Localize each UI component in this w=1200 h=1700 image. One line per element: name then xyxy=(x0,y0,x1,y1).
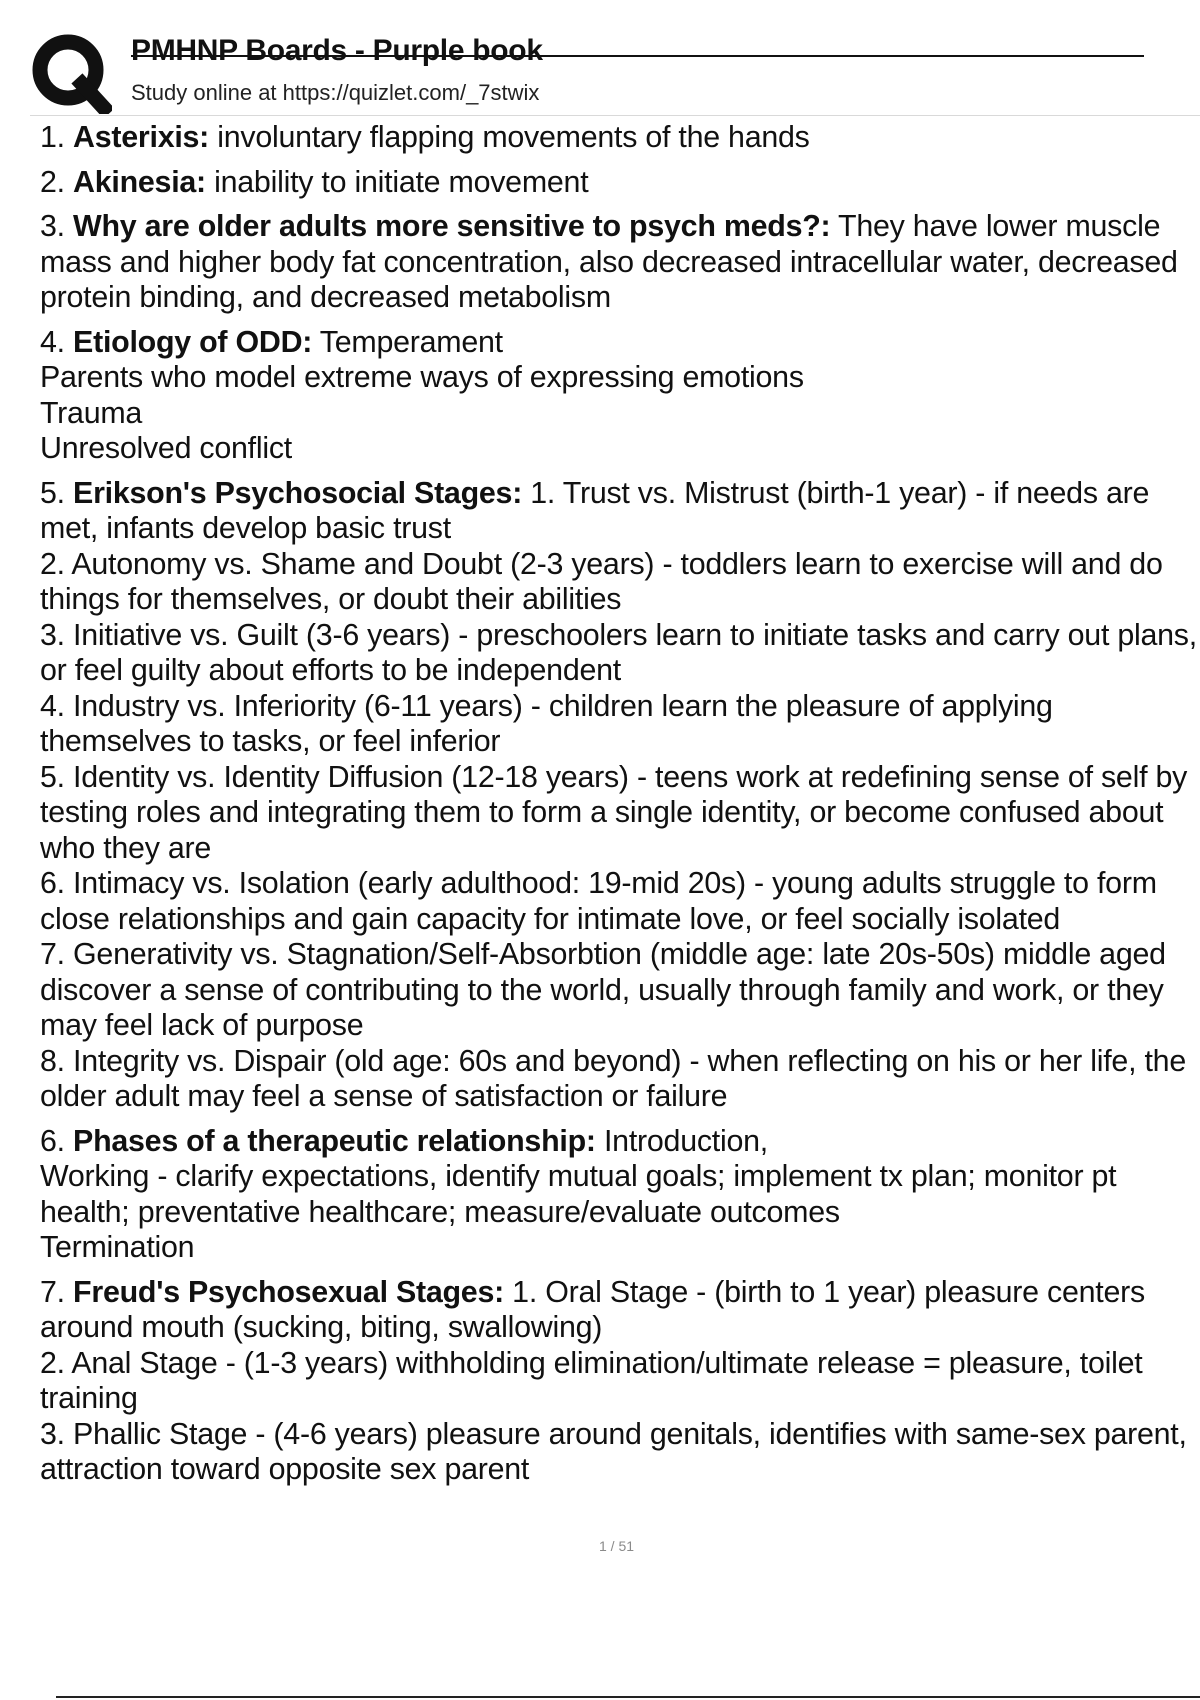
card-term: Freud's Psychosexual Stages: xyxy=(73,1274,504,1309)
card-definition: Introduction, Working - clarify expectations, identify mutual goals; implement tx plan; monitor pt health; preventative healthcare; measure/evaluate outcomes Termination xyxy=(40,1123,1117,1264)
footer-divider xyxy=(56,1696,1200,1698)
title-rule xyxy=(131,55,1144,57)
page-header xyxy=(0,0,1200,118)
flashcard-item xyxy=(40,476,1200,1115)
card-definition: They have lower muscle mass and higher body fat concentration, also decreased intracellular water, decreased protein binding, and decreased metabolism xyxy=(40,209,1178,314)
document-title: PMHNP Boards - Purple book xyxy=(131,34,543,67)
flashcard-item xyxy=(40,325,1200,467)
card-number: 4. xyxy=(40,324,74,359)
flashcard-item xyxy=(40,120,1200,156)
flashcard-list xyxy=(40,120,1200,1497)
card-term: Why are older adults more sensitive to psych meds?: xyxy=(73,209,831,243)
card-number: 2. xyxy=(40,164,74,199)
card-term: Etiology of ODD: xyxy=(73,324,313,359)
flashcard-item xyxy=(40,209,1200,316)
quizlet-q-logo-icon xyxy=(30,32,112,114)
card-definition: 1. Oral Stage - (birth to 1 year) pleasure centers around mouth (sucking, biting, swallowing) 2. Anal Stage - (1-3 years) withholding elimination/ultimate release = pleasure, toilet training 3. Phallic Stage - (4-6 years) pleasure around genitals, identifies with same-sex parent, attraction toward opposite sex parent xyxy=(40,1274,1187,1486)
card-term: Erikson's Psychosocial Stages: xyxy=(73,475,523,510)
card-term: Phases of a therapeutic relationship: xyxy=(73,1123,596,1158)
card-number: 1. xyxy=(40,120,74,154)
card-term: Akinesia: xyxy=(73,164,206,199)
card-definition: inability to initiate movement xyxy=(205,164,589,199)
card-number: 6. xyxy=(40,1123,74,1158)
header-divider xyxy=(30,115,1200,116)
flashcard-item xyxy=(40,165,1200,201)
page-number: 1 / 51 xyxy=(598,1538,635,1554)
card-number: 5. xyxy=(40,475,74,510)
card-definition: Temperament Parents who model extreme ways of expressing emotions Trauma Unresolved conflict xyxy=(40,324,804,465)
flashcard-item xyxy=(40,1124,1200,1266)
card-term: Asterixis: xyxy=(73,120,210,154)
flashcard-item xyxy=(40,1275,1200,1488)
card-definition: 1. Trust vs. Mistrust (birth-1 year) - if needs are met, infants develop basic trust 2. Autonomy vs. Shame and Doubt (2-3 years) - toddlers learn to exercise will and do things for themselves, or doubt their abilities 3. Initiative vs. Guilt (3-6 years) - preschoolers learn to initiate tasks and carry out plans, or feel guilty about efforts to be independent 4. Industry vs. Inferiority (6-11 years) - children learn the pleasure of applying themselves to tasks, or feel inferior 5. Identity vs. Identity Diffusion (12-18 years) - teens work at redefining sense of self by testing roles and integrating them to form a single identity, or become confused about who they are 6. Intimacy vs. Isolation (early adulthood: 19-mid 20s) - young adults struggle to form close relationships and gain capacity for intimate love, or feel socially isolated 7. Generativity vs. Stagnation/Self-Absorbtion (middle age: late 20s-50s) middle aged discover a sense of contributing to the world, usually through family and work, or they may feel lack of purpose 8. Integrity vs. Dispair (old age: 60s and beyond) - when reflecting on his or her life, the older adult may feel a sense of satisfaction or failure xyxy=(40,475,1197,1113)
card-number: 7. xyxy=(40,1274,74,1309)
study-online-link[interactable]: Study online at https://quizlet.com/_7stwix xyxy=(131,80,540,105)
card-definition: involuntary flapping movements of the hands xyxy=(209,120,810,154)
card-number: 3. xyxy=(40,209,74,243)
